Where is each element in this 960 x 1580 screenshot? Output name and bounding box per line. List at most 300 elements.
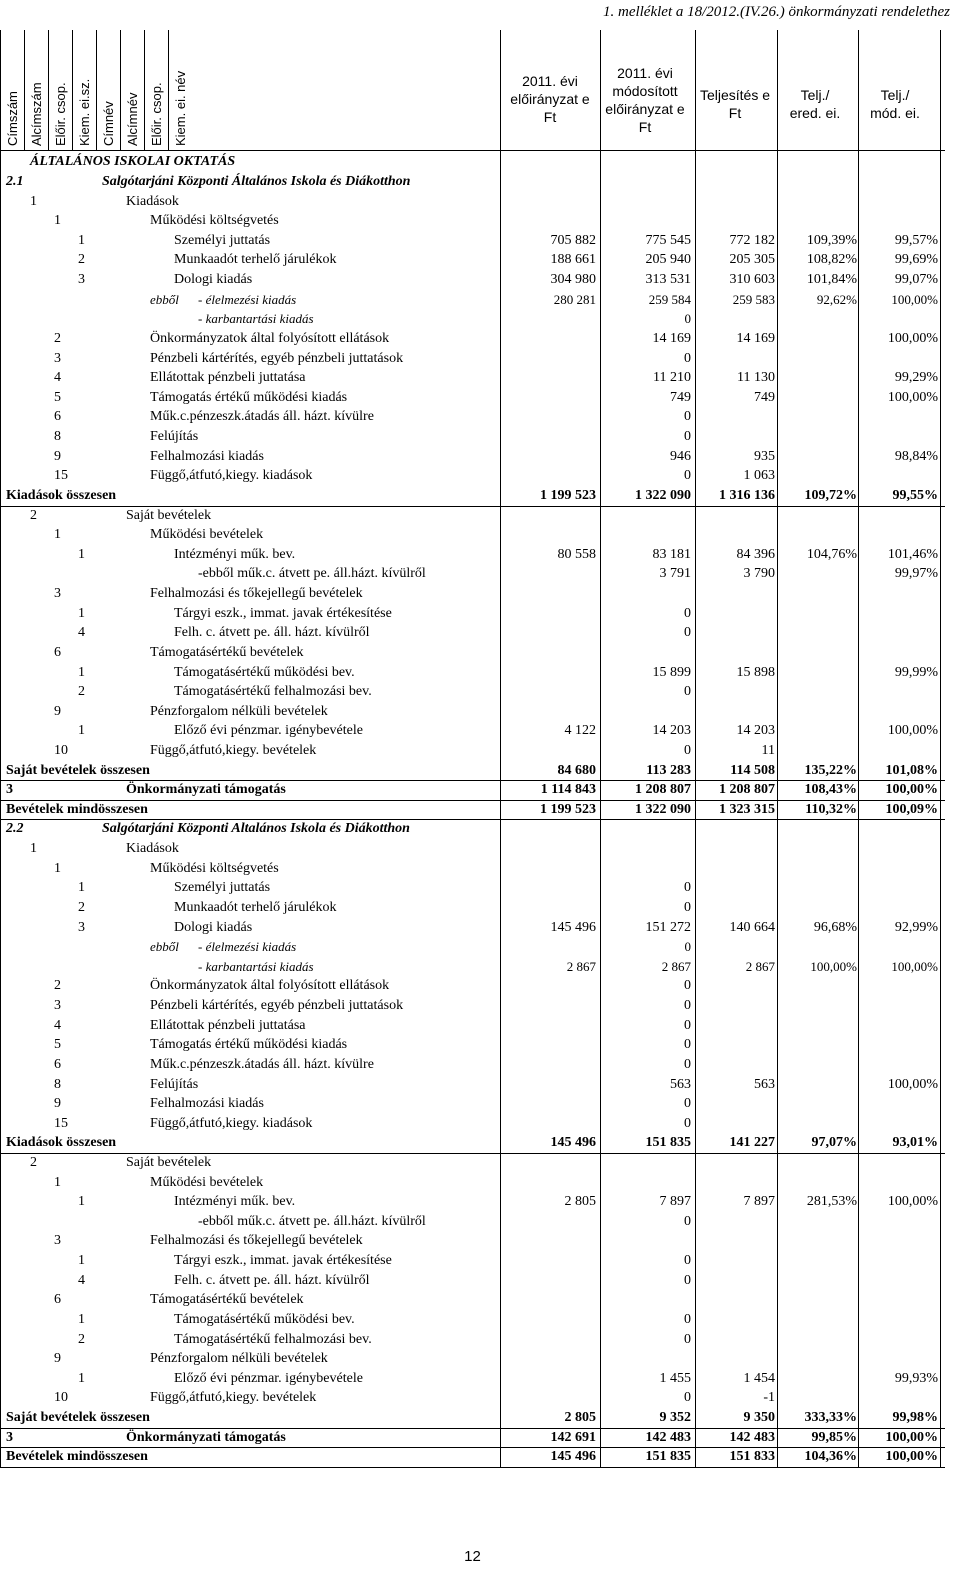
row-label: 1 bbox=[78, 232, 85, 248]
row-value: 1 322 090 bbox=[635, 487, 691, 503]
table-row bbox=[0, 702, 945, 722]
table-row bbox=[0, 839, 945, 859]
row-label: 9 bbox=[54, 448, 61, 464]
row-label: - karbantartási kiadás bbox=[198, 311, 314, 327]
row-label: ebből bbox=[150, 291, 179, 307]
row-value: 101,84% bbox=[806, 272, 857, 288]
row-value: 11 210 bbox=[653, 370, 691, 386]
row-label: 1 bbox=[54, 213, 61, 229]
row-value: 775 545 bbox=[645, 232, 691, 248]
row-label: Önkormányzati támogatás bbox=[126, 1429, 286, 1445]
row-label: Előző évi pénzmar. igénybevétele bbox=[174, 1370, 363, 1386]
page-number: 12 bbox=[464, 1548, 481, 1565]
table-row bbox=[0, 388, 945, 408]
vertical-header-label: Alcímszám bbox=[29, 82, 44, 146]
table-row bbox=[0, 721, 945, 741]
row-value: 99,29% bbox=[894, 370, 938, 386]
row-label: Önkormányzatok által folyósított ellátások bbox=[150, 330, 390, 346]
row-label: 5 bbox=[54, 1037, 61, 1053]
row-label: Önkormányzatok által folyósított ellátások bbox=[150, 978, 390, 994]
table-row bbox=[0, 819, 945, 839]
row-value: 0 bbox=[684, 684, 691, 700]
row-label: 5 bbox=[54, 389, 61, 405]
table-row bbox=[0, 290, 945, 310]
row-value: 0 bbox=[684, 350, 691, 366]
vertical-header-label: Címszám bbox=[5, 91, 20, 146]
table-row bbox=[0, 1094, 945, 1114]
row-value: 0 bbox=[684, 1115, 691, 1131]
row-label: Műk.c.pénzeszk.átadás áll. házt. kívülre bbox=[150, 1056, 374, 1072]
row-label: 2 bbox=[54, 978, 61, 994]
table-row bbox=[0, 250, 945, 270]
row-value: 205 305 bbox=[729, 252, 775, 268]
row-label: Tárgyi eszk., immat. javak értékesítése bbox=[174, 605, 392, 621]
row-label: Intézményi műk. bev. bbox=[174, 1194, 296, 1210]
row-value: 109,72% bbox=[804, 487, 857, 503]
row-label: 2.2 bbox=[6, 821, 24, 837]
vertical-header-cell bbox=[0, 30, 22, 150]
row-value: 110,32% bbox=[805, 801, 857, 817]
row-value: 0 bbox=[684, 429, 691, 445]
row-label: Felh. c. átvett pe. áll. házt. kívülről bbox=[174, 1272, 370, 1288]
row-value: 4 122 bbox=[564, 723, 596, 739]
col-header-modified: 2011. évi módosított előirányzat e Ft bbox=[605, 65, 685, 135]
vertical-header-cell bbox=[120, 30, 142, 150]
row-label: 3 bbox=[54, 998, 61, 1014]
table-row bbox=[0, 1212, 945, 1232]
row-label: 2 bbox=[78, 252, 85, 268]
row-label: Önkormányzati támogatás bbox=[126, 782, 286, 798]
row-value: 333,33% bbox=[804, 1410, 857, 1426]
vertical-header-cell bbox=[168, 30, 190, 150]
table-row bbox=[0, 898, 945, 918]
row-value: 100,00% bbox=[887, 1076, 938, 1092]
row-label: 15 bbox=[54, 1115, 68, 1131]
row-value: 563 bbox=[670, 1076, 691, 1092]
row-value: 0 bbox=[684, 1213, 691, 1229]
row-label: Kiadások bbox=[126, 193, 179, 209]
table-row bbox=[0, 741, 945, 761]
table-row bbox=[0, 1330, 945, 1350]
row-value: 83 181 bbox=[652, 546, 691, 562]
row-value: 98,84% bbox=[894, 448, 938, 464]
row-value: 14 169 bbox=[736, 330, 775, 346]
row-label: 4 bbox=[54, 1017, 61, 1033]
page-header: 1. melléklet a 18/2012.(IV.26.) önkormányzati rendelethez bbox=[602, 4, 950, 20]
row-label: 9 bbox=[54, 1351, 61, 1367]
row-label: Munkaadót terhelő járulékok bbox=[174, 899, 337, 915]
row-value: 100,00% bbox=[885, 782, 938, 798]
row-label: 1 bbox=[54, 527, 61, 543]
row-value: 0 bbox=[684, 742, 691, 758]
table-row bbox=[0, 564, 945, 584]
table-row bbox=[0, 957, 945, 977]
row-label: 1 bbox=[54, 860, 61, 876]
vertical-header-label: Előir. csop. bbox=[53, 82, 68, 146]
row-label: 2 bbox=[78, 684, 85, 700]
row-label: - karbantartási kiadás bbox=[198, 958, 314, 974]
row-value: 100,09% bbox=[885, 801, 938, 817]
row-label: 1 bbox=[78, 1253, 85, 1269]
row-label: Pénzbeli kártérítés, egyéb pénzbeli juttatások bbox=[150, 350, 404, 366]
row-value: 0 bbox=[684, 1017, 691, 1033]
row-value: 304 980 bbox=[550, 272, 596, 288]
row-value: 0 bbox=[684, 1096, 691, 1112]
row-label: 1 bbox=[78, 723, 85, 739]
row-value: 772 182 bbox=[729, 232, 775, 248]
row-label: Munkaadót terhelő járulékok bbox=[174, 252, 337, 268]
section-title: ÁLTALÁNOS ISKOLAI OKTATÁS bbox=[30, 154, 236, 169]
row-value: 151 833 bbox=[729, 1449, 775, 1465]
row-value: 14 169 bbox=[652, 330, 691, 346]
row-value: 11 bbox=[761, 742, 775, 758]
row-value: 100,00% bbox=[885, 1429, 938, 1445]
row-value: 93,01% bbox=[892, 1135, 938, 1151]
vertical-header-cell bbox=[24, 30, 46, 150]
vertical-header-label: Kiem. ei.sz. bbox=[77, 78, 92, 146]
row-value: 7 897 bbox=[743, 1194, 775, 1210]
row-label: Saját bevételek bbox=[126, 1155, 212, 1170]
table-row bbox=[0, 1153, 945, 1173]
table-row bbox=[0, 1349, 945, 1369]
vertical-header-cell bbox=[48, 30, 70, 150]
row-value: 100,00% bbox=[887, 1194, 938, 1210]
row-value: 84 396 bbox=[736, 546, 775, 562]
table-row bbox=[0, 211, 945, 231]
row-label: 2 bbox=[78, 899, 85, 915]
row-value: 1 208 807 bbox=[719, 782, 775, 798]
row-value: 142 483 bbox=[645, 1429, 691, 1445]
row-label: Pénzforgalom nélküli bevételek bbox=[150, 703, 328, 719]
table-row bbox=[0, 584, 945, 604]
row-value: 188 661 bbox=[550, 252, 596, 268]
row-value: 101,08% bbox=[885, 762, 938, 778]
row-value: 108,82% bbox=[806, 252, 857, 268]
row-label: Intézményi műk. bev. bbox=[174, 546, 296, 562]
row-label: 2 bbox=[30, 1155, 37, 1170]
row-label: 15 bbox=[54, 468, 68, 484]
table-row bbox=[0, 545, 945, 565]
row-value: 0 bbox=[684, 880, 691, 896]
row-value: 2 867 bbox=[745, 958, 775, 974]
vertical-header-cell bbox=[144, 30, 166, 150]
row-label: Felh. c. átvett pe. áll. házt. kívülről bbox=[174, 625, 370, 641]
row-label: Függő,átfutó,kiegy. kiadások bbox=[150, 1115, 313, 1131]
row-value: 0 bbox=[684, 625, 691, 641]
row-value: 0 bbox=[684, 1056, 691, 1072]
row-value: 100,00% bbox=[810, 958, 857, 974]
row-label: 3 bbox=[78, 272, 85, 288]
row-label: Felhalmozási kiadás bbox=[150, 448, 264, 464]
row-label: Pénzforgalom nélküli bevételek bbox=[150, 1351, 328, 1367]
row-value: 0 bbox=[684, 978, 691, 994]
row-label: Támogatásértékű bevételek bbox=[150, 1292, 304, 1308]
row-label: Saját bevételek összesen bbox=[6, 1410, 150, 1426]
row-value: 99,69% bbox=[894, 252, 938, 268]
table-row bbox=[0, 231, 945, 251]
vertical-header-cell bbox=[72, 30, 94, 150]
table-row bbox=[0, 1133, 945, 1154]
row-value: 1 322 090 bbox=[635, 801, 691, 817]
col-header-performance: Teljesítés e Ft bbox=[699, 87, 771, 121]
row-label: Pénzbeli kártérítés, egyéb pénzbeli juttatások bbox=[150, 998, 404, 1014]
row-value: 151 835 bbox=[645, 1449, 691, 1465]
row-value: 99,57% bbox=[894, 232, 938, 248]
row-label: 1 bbox=[78, 1370, 85, 1386]
row-value: 0 bbox=[684, 1331, 691, 1347]
row-value: 0 bbox=[684, 1253, 691, 1269]
row-label: 1 bbox=[54, 1174, 61, 1190]
row-value: 1 454 bbox=[743, 1370, 775, 1386]
table-row bbox=[0, 1290, 945, 1310]
table-row bbox=[0, 1388, 945, 1408]
row-label: -ebből műk.c. átvett pe. áll.házt. kívülről bbox=[198, 1213, 426, 1229]
row-label: 3 bbox=[6, 1429, 13, 1445]
table-row bbox=[0, 859, 945, 879]
row-label: 8 bbox=[54, 1076, 61, 1092]
row-value: 100,00% bbox=[887, 723, 938, 739]
row-label: Ellátottak pénzbeli juttatása bbox=[150, 1017, 306, 1033]
table-row bbox=[0, 800, 945, 821]
row-value: 109,39% bbox=[806, 232, 857, 248]
row-value: 0 bbox=[684, 998, 691, 1014]
row-label: Működési költségvetés bbox=[150, 213, 279, 229]
table-row bbox=[0, 663, 945, 683]
row-value: 104,36% bbox=[804, 1449, 857, 1465]
row-label: 1 bbox=[30, 841, 37, 857]
row-value: 99,99% bbox=[894, 664, 938, 680]
table-row bbox=[0, 918, 945, 938]
row-label: 4 bbox=[78, 625, 85, 641]
col-header-original: 2011. évi előirányzat e Ft bbox=[510, 73, 590, 125]
row-label: 1 bbox=[78, 1311, 85, 1327]
vertical-header-cell bbox=[96, 30, 118, 150]
row-value: 281,53% bbox=[806, 1194, 857, 1210]
row-value: 1 316 136 bbox=[719, 487, 775, 503]
section-title-row bbox=[0, 152, 945, 172]
table-row bbox=[0, 309, 945, 329]
row-value: 705 882 bbox=[550, 232, 596, 248]
row-label: Támogatásértékű felhalmozási bev. bbox=[174, 684, 372, 700]
table-row bbox=[0, 604, 945, 624]
table-row bbox=[0, 407, 945, 427]
row-value: 3 790 bbox=[743, 566, 775, 582]
row-label: 3 bbox=[54, 586, 61, 602]
table-row bbox=[0, 761, 945, 782]
row-label: ebből bbox=[150, 939, 179, 955]
row-value: 0 bbox=[684, 1311, 691, 1327]
row-label: 9 bbox=[54, 1096, 61, 1112]
row-label: Bevételek mindösszesen bbox=[6, 1449, 148, 1465]
row-value: 15 898 bbox=[736, 664, 775, 680]
row-value: 259 583 bbox=[732, 291, 775, 307]
row-label: Működési bevételek bbox=[150, 1174, 264, 1190]
row-value: 14 203 bbox=[736, 723, 775, 739]
table-row bbox=[0, 1271, 945, 1291]
row-value: 100,00% bbox=[887, 330, 938, 346]
row-value: 946 bbox=[670, 448, 691, 464]
row-label: Függő,átfutó,kiegy. kiadások bbox=[150, 468, 313, 484]
row-label: 4 bbox=[54, 370, 61, 386]
row-label: Saját bevételek összesen bbox=[6, 762, 150, 778]
row-value: 313 531 bbox=[645, 272, 691, 288]
row-label: 10 bbox=[54, 1390, 68, 1406]
row-value: 2 805 bbox=[564, 1194, 596, 1210]
row-label: -ebből műk.c. átvett pe. áll.házt. kívülről bbox=[198, 566, 426, 582]
row-label: 8 bbox=[54, 429, 61, 445]
row-label: Bevételek mindösszesen bbox=[6, 801, 148, 817]
table-row bbox=[0, 1173, 945, 1193]
row-value: 11 130 bbox=[737, 370, 775, 386]
table-row bbox=[0, 1035, 945, 1055]
row-label: Támogatás értékű működési kiadás bbox=[150, 1037, 348, 1053]
table-row bbox=[0, 447, 945, 467]
row-value: 9 350 bbox=[743, 1410, 775, 1426]
row-label: 6 bbox=[54, 409, 61, 425]
table-row bbox=[0, 878, 945, 898]
table-row bbox=[0, 682, 945, 702]
vertical-header-label: Alcímnév bbox=[125, 92, 140, 146]
table-row bbox=[0, 1231, 945, 1251]
row-value: 80 558 bbox=[557, 546, 596, 562]
row-label: Személyi juttatás bbox=[174, 232, 271, 248]
table-row bbox=[0, 1310, 945, 1330]
row-value: 14 203 bbox=[652, 723, 691, 739]
row-value: -1 bbox=[763, 1390, 775, 1406]
row-value: 84 680 bbox=[557, 762, 596, 778]
table-row bbox=[0, 1192, 945, 1212]
row-value: 1 114 843 bbox=[540, 782, 596, 798]
row-value: 151 272 bbox=[645, 919, 691, 935]
row-value: 135,22% bbox=[804, 762, 857, 778]
row-label: 1 bbox=[78, 880, 85, 896]
row-label: 3 bbox=[78, 919, 85, 935]
table-row bbox=[0, 192, 945, 212]
row-label: 10 bbox=[54, 742, 68, 758]
row-label: 1 bbox=[78, 546, 85, 562]
row-label: - élelmezési kiadás bbox=[198, 291, 297, 307]
row-value: 99,85% bbox=[811, 1429, 857, 1445]
row-value: 563 bbox=[754, 1076, 775, 1092]
row-value: 100,00% bbox=[891, 291, 938, 307]
table-row bbox=[0, 1369, 945, 1389]
row-label: 2 bbox=[78, 1331, 85, 1347]
row-label: Dologi kiadás bbox=[174, 919, 253, 935]
row-label: 3 bbox=[6, 782, 13, 798]
table-row bbox=[0, 1075, 945, 1095]
row-label: 9 bbox=[54, 703, 61, 719]
row-label: Salgótarjáni Központi Altalános Iskola és Diákotthon bbox=[102, 821, 410, 837]
row-value: 99,55% bbox=[892, 487, 938, 503]
table-row bbox=[0, 486, 945, 507]
table-row bbox=[0, 1251, 945, 1271]
row-value: 145 496 bbox=[550, 919, 596, 935]
row-label: Támogatásértékű működési bev. bbox=[174, 1311, 355, 1327]
row-value: 100,00% bbox=[885, 1449, 938, 1465]
table-row bbox=[0, 937, 945, 957]
row-value: 99,98% bbox=[892, 1410, 938, 1426]
table-row bbox=[0, 329, 945, 349]
row-value: 104,76% bbox=[806, 546, 857, 562]
table-row bbox=[0, 1428, 945, 1449]
table-row bbox=[0, 427, 945, 447]
row-value: 0 bbox=[684, 1272, 691, 1288]
row-label: 4 bbox=[78, 1272, 85, 1288]
row-label: Előző évi pénzmar. igénybevétele bbox=[174, 723, 363, 739]
table-row bbox=[0, 1447, 945, 1468]
table-row bbox=[0, 368, 945, 388]
row-value: 15 899 bbox=[652, 664, 691, 680]
row-label: Felújítás bbox=[150, 429, 199, 445]
row-value: 0 bbox=[684, 1390, 691, 1406]
row-value: 145 496 bbox=[550, 1449, 596, 1465]
vertical-header-label: Kiem. ei. név bbox=[173, 70, 188, 146]
table-row bbox=[0, 996, 945, 1016]
row-value: 2 867 bbox=[661, 958, 691, 974]
row-label: 3 bbox=[54, 1233, 61, 1249]
row-value: 259 584 bbox=[648, 291, 691, 307]
row-value: 7 897 bbox=[659, 1194, 691, 1210]
row-value: 108,43% bbox=[804, 782, 857, 798]
row-label: Függő,átfutó,kiegy. bevételek bbox=[150, 1390, 317, 1406]
row-value: 1 455 bbox=[659, 1370, 691, 1386]
row-label: Működési bevételek bbox=[150, 527, 264, 543]
row-value: 749 bbox=[670, 389, 691, 405]
table-row bbox=[0, 506, 945, 526]
row-label: Saját bevételek bbox=[126, 507, 212, 523]
row-value: 145 496 bbox=[550, 1135, 596, 1151]
row-value: 100,00% bbox=[887, 389, 938, 405]
row-value: 0 bbox=[684, 468, 691, 484]
row-label: 6 bbox=[54, 1292, 61, 1308]
row-value: 99,07% bbox=[894, 272, 938, 288]
table-row bbox=[0, 643, 945, 663]
table-row bbox=[0, 349, 945, 369]
table-row bbox=[0, 270, 945, 290]
row-value: 0 bbox=[684, 605, 691, 621]
col-header-perf-orig-ratio: Telj./ ered. ei. bbox=[789, 87, 841, 121]
row-value: 0 bbox=[684, 899, 691, 915]
row-value: 96,68% bbox=[813, 919, 857, 935]
row-label: 6 bbox=[54, 644, 61, 660]
row-label: 2 bbox=[54, 330, 61, 346]
row-value: 0 bbox=[684, 311, 691, 327]
row-value: 310 603 bbox=[729, 272, 775, 288]
row-label: Felhalmozási és tőkejellegű bevételek bbox=[150, 586, 363, 602]
vertical-header-label: Előir. csop. bbox=[149, 82, 164, 146]
table-row bbox=[0, 172, 945, 192]
table-row bbox=[0, 1408, 945, 1429]
row-value: 97,07% bbox=[811, 1135, 857, 1151]
row-label: Salgótarjáni Központi Általános Iskola és Diákotthon bbox=[102, 174, 411, 189]
row-label: Támogatásértékű felhalmozási bev. bbox=[174, 1331, 372, 1347]
row-label: Felhalmozási és tőkejellegű bevételek bbox=[150, 1233, 363, 1249]
row-value: 2 867 bbox=[566, 958, 596, 974]
row-value: 92,62% bbox=[816, 291, 857, 307]
row-value: 1 063 bbox=[743, 468, 775, 484]
row-value: 935 bbox=[754, 448, 775, 464]
row-value: 280 281 bbox=[553, 291, 596, 307]
row-label: Kiadások összesen bbox=[6, 487, 117, 503]
table-row bbox=[0, 623, 945, 643]
row-label: Ellátottak pénzbeli juttatása bbox=[150, 370, 306, 386]
row-label: 3 bbox=[54, 350, 61, 366]
row-value: 101,46% bbox=[887, 546, 938, 562]
row-label: Tárgyi eszk., immat. javak értékesítése bbox=[174, 1253, 392, 1269]
row-label: 1 bbox=[30, 193, 37, 209]
table-row bbox=[0, 466, 945, 486]
row-label: Támogatásértékű bevételek bbox=[150, 644, 304, 660]
